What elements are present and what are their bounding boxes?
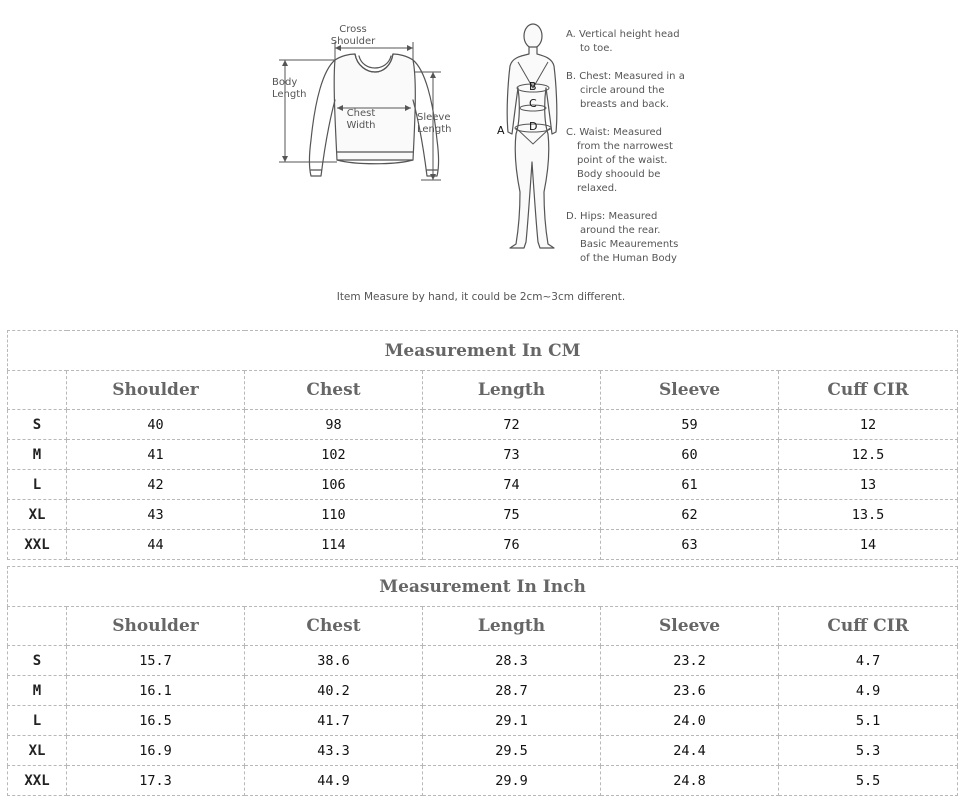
inch-table [7,566,958,796]
value-cell: 106 [245,470,423,500]
value-cell: 13.5 [779,500,958,530]
definition-line: breasts and back. [580,99,669,110]
value-cell: 24.4 [601,736,779,766]
value-cell: 28.3 [423,646,601,676]
definition-line: D. Hips: Measured [566,211,658,222]
label-line: Length [272,89,307,100]
marker-b: B [529,80,537,93]
table-row [8,440,958,470]
definition-line: of the Human Body [580,253,677,264]
definition-b [566,70,685,112]
value-cell: 4.7 [779,646,958,676]
header-cell: Sleeve [601,607,779,646]
value-cell: 63 [601,530,779,560]
header-cell: Chest [245,607,423,646]
marker-a: A [497,124,505,137]
value-cell: 16.1 [67,676,245,706]
table-title: Measurement In CM [8,331,958,371]
value-cell: 62 [601,500,779,530]
definition-line: A. Vertical height head [566,29,680,40]
definition-line: point of the waist. [577,155,668,166]
header-cell: Shoulder [67,607,245,646]
value-cell: 29.9 [423,766,601,796]
value-cell: 28.7 [423,676,601,706]
value-cell: 12.5 [779,440,958,470]
label-line: Width [346,120,376,131]
table-row [8,766,958,796]
label-line: Length [417,124,452,135]
table-title-row [8,331,958,371]
value-cell: 15.7 [67,646,245,676]
definition-a [566,28,680,56]
value-cell: 60 [601,440,779,470]
measure-note: Item Measure by hand, it could be 2cm~3cm different. [336,291,626,303]
value-cell: 29.1 [423,706,601,736]
value-cell: 43.3 [245,736,423,766]
label-chest-width [338,108,384,132]
header-cell [8,607,67,646]
value-cell: 40 [67,410,245,440]
label-sleeve-length [417,112,452,136]
value-cell: 29.5 [423,736,601,766]
label-line: Chest [346,108,376,119]
value-cell: 59 [601,410,779,440]
table-row [8,676,958,706]
value-cell: 76 [423,530,601,560]
definition-line: from the narrowest [577,141,673,152]
value-cell: 74 [423,470,601,500]
size-cell: XL [8,736,67,766]
label-line: Shoulder [330,36,376,47]
header-cell: Cuff CIR [779,607,958,646]
value-cell: 40.2 [245,676,423,706]
value-cell: 24.8 [601,766,779,796]
size-cell: XXL [8,530,67,560]
body-diagram [498,22,568,254]
value-cell: 75 [423,500,601,530]
value-cell: 43 [67,500,245,530]
size-cell: L [8,706,67,736]
value-cell: 102 [245,440,423,470]
table-row [8,736,958,766]
header-cell [8,371,67,410]
value-cell: 44.9 [245,766,423,796]
value-cell: 38.6 [245,646,423,676]
value-cell: 16.5 [67,706,245,736]
header-cell: Shoulder [67,371,245,410]
size-cell: XXL [8,766,67,796]
value-cell: 110 [245,500,423,530]
table-header-row [8,371,958,410]
value-cell: 5.1 [779,706,958,736]
value-cell: 14 [779,530,958,560]
label-cross-shoulder [330,24,376,48]
header-cell: Cuff CIR [779,371,958,410]
definition-d [566,210,678,266]
value-cell: 44 [67,530,245,560]
value-cell: 61 [601,470,779,500]
definition-line: around the rear. [580,225,661,236]
size-cell: S [8,410,67,440]
table-row [8,470,958,500]
definition-line: Basic Meaurements [580,239,679,250]
definition-c [566,126,673,196]
value-cell: 72 [423,410,601,440]
header-cell: Length [423,371,601,410]
table-row [8,500,958,530]
value-cell: 24.0 [601,706,779,736]
definition-line: Body shoould be [577,169,661,180]
table-header-row [8,607,958,646]
definition-line: relaxed. [577,183,618,194]
value-cell: 41.7 [245,706,423,736]
table-row [8,706,958,736]
value-cell: 23.6 [601,676,779,706]
value-cell: 12 [779,410,958,440]
value-cell: 114 [245,530,423,560]
table-title: Measurement In Inch [8,567,958,607]
definition-line: circle around the [580,85,665,96]
size-cell: XL [8,500,67,530]
marker-c: C [529,97,537,110]
value-cell: 4.9 [779,676,958,706]
cm-table [7,330,958,560]
definition-line: C. Waist: Measured [566,127,663,138]
value-cell: 42 [67,470,245,500]
size-cell: M [8,676,67,706]
value-cell: 73 [423,440,601,470]
label-line: Sleeve [417,112,451,123]
table-row [8,646,958,676]
size-cell: L [8,470,67,500]
value-cell: 5.5 [779,766,958,796]
header-cell: Chest [245,371,423,410]
header-cell: Sleeve [601,371,779,410]
definition-line: to toe. [580,43,613,54]
value-cell: 13 [779,470,958,500]
marker-d: D [529,120,538,133]
value-cell: 16.9 [67,736,245,766]
value-cell: 17.3 [67,766,245,796]
size-cell: S [8,646,67,676]
value-cell: 41 [67,440,245,470]
value-cell: 5.3 [779,736,958,766]
table-row [8,530,958,560]
header-cell: Length [423,607,601,646]
label-line: Body [272,77,298,88]
table-title-row [8,567,958,607]
value-cell: 23.2 [601,646,779,676]
definition-line: B. Chest: Measured in a [566,71,685,82]
label-body-length [272,77,307,101]
table-row [8,410,958,440]
size-cell: M [8,440,67,470]
label-line: Cross [339,24,367,35]
value-cell: 98 [245,410,423,440]
